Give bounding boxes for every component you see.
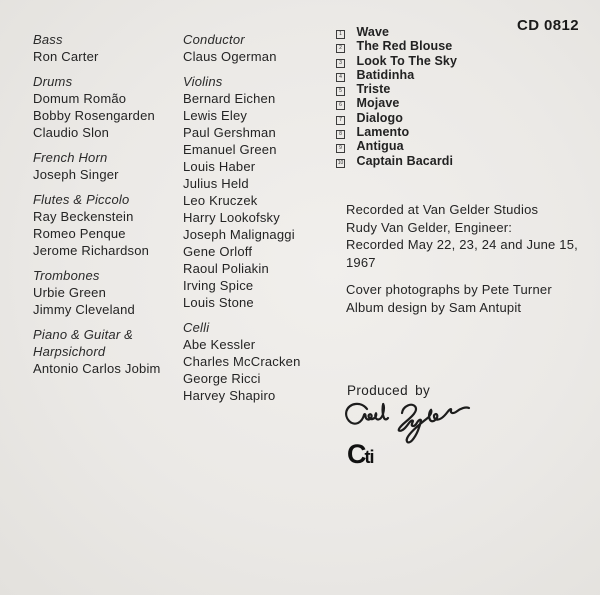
track-number-box: 1 — [336, 30, 345, 39]
musician-name: Urbie Green — [33, 285, 107, 300]
musician-name: Antonio Carlos Jobim — [33, 361, 161, 376]
musician-name: Charles McCracken — [183, 354, 301, 369]
musician-name: Emanuel Green — [183, 142, 277, 157]
track-number-box: 3 — [336, 59, 345, 68]
names-list — [33, 90, 183, 141]
design-credits — [346, 281, 600, 316]
track-title: Wave — [356, 25, 390, 39]
musician-name: Domum Romão — [33, 91, 127, 106]
instrument-heading: French Horn — [33, 150, 108, 165]
track-row — [336, 154, 457, 168]
musician-name: Gene Orloff — [183, 244, 253, 259]
credit-line: Album design by Sam Antupit — [346, 299, 522, 315]
personnel-column-left — [33, 31, 183, 385]
musician-name: Jimmy Cleveland — [33, 302, 135, 317]
musician-name: Jerome Richardson — [33, 243, 150, 258]
musician-name: Claudio Slon — [33, 125, 110, 140]
musician-name: Claus Ogerman — [183, 49, 277, 64]
credits-block — [346, 201, 600, 326]
musician-name: Lewis Eley — [183, 108, 248, 123]
names-list — [183, 48, 338, 65]
musician-name: Ray Beckenstein — [33, 209, 134, 224]
musician-name: Louis Stone — [183, 295, 254, 310]
musician-name: Joseph Singer — [33, 167, 119, 182]
musician-name: Harvey Shapiro — [183, 388, 276, 403]
track-number-box: 8 — [336, 130, 345, 139]
names-list — [33, 48, 183, 65]
musician-name: Leo Kruczek — [183, 193, 258, 208]
musician-name: Ron Carter — [33, 49, 99, 64]
musician-name: Harry Lookofsky — [183, 210, 280, 225]
track-title: Triste — [356, 82, 391, 97]
musician-name: Raoul Poliakin — [183, 261, 269, 276]
personnel-section — [33, 191, 183, 259]
names-list — [33, 360, 183, 377]
cti-logo-c: C — [347, 439, 365, 469]
names-list — [183, 90, 338, 311]
personnel-section — [33, 73, 183, 141]
producer-block — [347, 383, 478, 471]
track-number-box: 9 — [336, 144, 345, 153]
musician-name: Irving Spice — [183, 278, 254, 293]
instrument-heading: Violins — [183, 74, 223, 89]
names-list — [33, 166, 183, 183]
track-title: Batidinha — [356, 67, 415, 82]
names-list — [33, 208, 183, 259]
personnel-section — [183, 73, 338, 311]
track-number-box: 5 — [336, 87, 345, 96]
track-title: Dialogo — [356, 110, 403, 125]
musician-name: Abe Kessler — [183, 337, 256, 352]
track-title: Mojave — [356, 96, 400, 111]
track-number-box: 7 — [336, 116, 345, 125]
produced-by-label: Produced by — [347, 383, 431, 398]
credit-line: Cover photographs by Pete Turner — [346, 282, 552, 297]
personnel-section — [33, 326, 183, 377]
catalog-number: CD 0812 — [517, 17, 580, 34]
musician-name: Louis Haber — [183, 159, 256, 174]
track-title: Captain Bacardi — [356, 153, 454, 168]
cti-logo — [347, 439, 478, 471]
track-title: Lamento — [356, 125, 410, 140]
instrument-heading: Celli — [183, 320, 210, 335]
musician-name: Joseph Malignaggi — [183, 227, 295, 242]
recording-credits — [346, 201, 600, 271]
track-title: Look To The Sky — [356, 53, 458, 68]
names-list — [33, 284, 183, 318]
instrument-heading: Drums — [33, 74, 73, 89]
instrument-heading: Bass — [33, 32, 63, 47]
track-title: The Red Blouse — [356, 39, 453, 54]
track-title: Antigua — [356, 139, 404, 154]
track-number-box: 10 — [337, 159, 344, 166]
musician-name: Bobby Rosengarden — [33, 108, 155, 123]
instrument-heading: Conductor — [183, 32, 245, 47]
credit-line: Recorded at Van Gelder Studios — [346, 202, 539, 217]
musician-name: Paul Gershman — [183, 125, 276, 140]
musician-name: Bernard Eichen — [183, 91, 276, 106]
personnel-section — [33, 149, 183, 183]
personnel-section — [183, 31, 338, 65]
personnel-section — [33, 31, 183, 65]
track-number-box: 2 — [336, 44, 345, 53]
personnel-section — [183, 319, 338, 404]
instrument-heading: Piano & Guitar & Harpsichord — [33, 327, 134, 359]
musician-name: George Ricci — [183, 371, 261, 386]
track-number-box: 6 — [336, 101, 345, 110]
track-number-box: 4 — [336, 73, 345, 82]
names-list — [183, 336, 338, 404]
personnel-column-middle — [183, 31, 338, 412]
musician-name: Julius Held — [183, 176, 249, 191]
credit-line: Rudy Van Gelder, Engineer: — [346, 219, 513, 235]
personnel-section — [33, 267, 183, 318]
track-list — [336, 25, 457, 168]
instrument-heading: Flutes & Piccolo — [33, 192, 130, 207]
credit-line: Recorded May 22, 23, 24 and June 15, 1967 — [346, 237, 578, 270]
cti-logo-ti: ti — [364, 447, 374, 467]
instrument-heading: Trombones — [33, 268, 100, 283]
musician-name: Romeo Penque — [33, 226, 126, 241]
